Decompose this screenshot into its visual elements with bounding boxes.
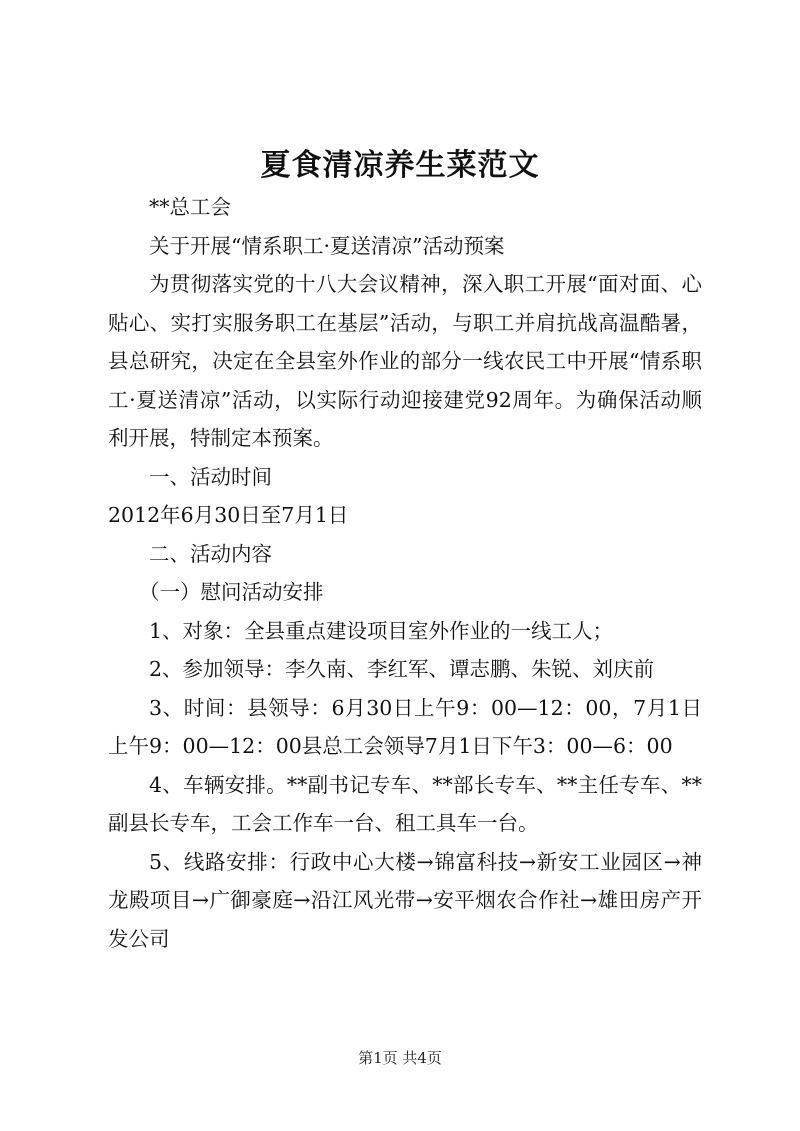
activity-date: 2012年6月30日至7月1日: [108, 503, 349, 527]
plan-heading: 关于开展“情系职工·夏送清凉”活动预案: [149, 233, 505, 258]
document-title: 夏食清凉养生菜范文: [260, 148, 540, 183]
issuer-line: **总工会: [149, 195, 231, 219]
document-body: [108, 188, 702, 958]
item-leaders: 2、参加领导：李久南、李红军、谭志鹏、朱锐、刘庆前: [149, 657, 655, 681]
subsection-heading: （一）慰问活动安排: [139, 580, 324, 604]
item-vehicles: 4、车辆安排。**副书记专车、**部长专车、**主任专车、**副县长专车，工会工作车一台、租工具车一台。: [108, 772, 702, 835]
item-route: 5、线路安排：行政中心大楼→锦富科技→新安工业园区→神龙殿项目→广御豪庭→沿江风光带→安平烟农合作社→雄田房产开发公司: [108, 849, 702, 951]
item-schedule: 3、时间：县领导：6月30日上午9：00—12：00，7月1日上午9：00—12：00县总工会领导7月1日下午3：00—6：00: [108, 695, 702, 758]
item-target: 1、对象：全县重点建设项目室外作业的一线工人；: [149, 618, 614, 643]
intro-paragraph: 为贯彻落实党的十八大会议精神，深入职工开展“面对面、心贴心、实打实服务职工在基层”活动，与职工并肩抗战高温酷暑，县总研究，决定在全县室外作业的部分一线农民工中开展“情系职工·夏送清凉”活动，以实际行动迎接建党92周年。为确保活动顺利开展，特制定本预案。: [108, 272, 702, 450]
section-heading-content: 二、活动内容: [149, 541, 272, 566]
section-heading-time: 一、活动时间: [149, 464, 272, 489]
page-number: 第1页 共4页: [358, 1049, 442, 1067]
